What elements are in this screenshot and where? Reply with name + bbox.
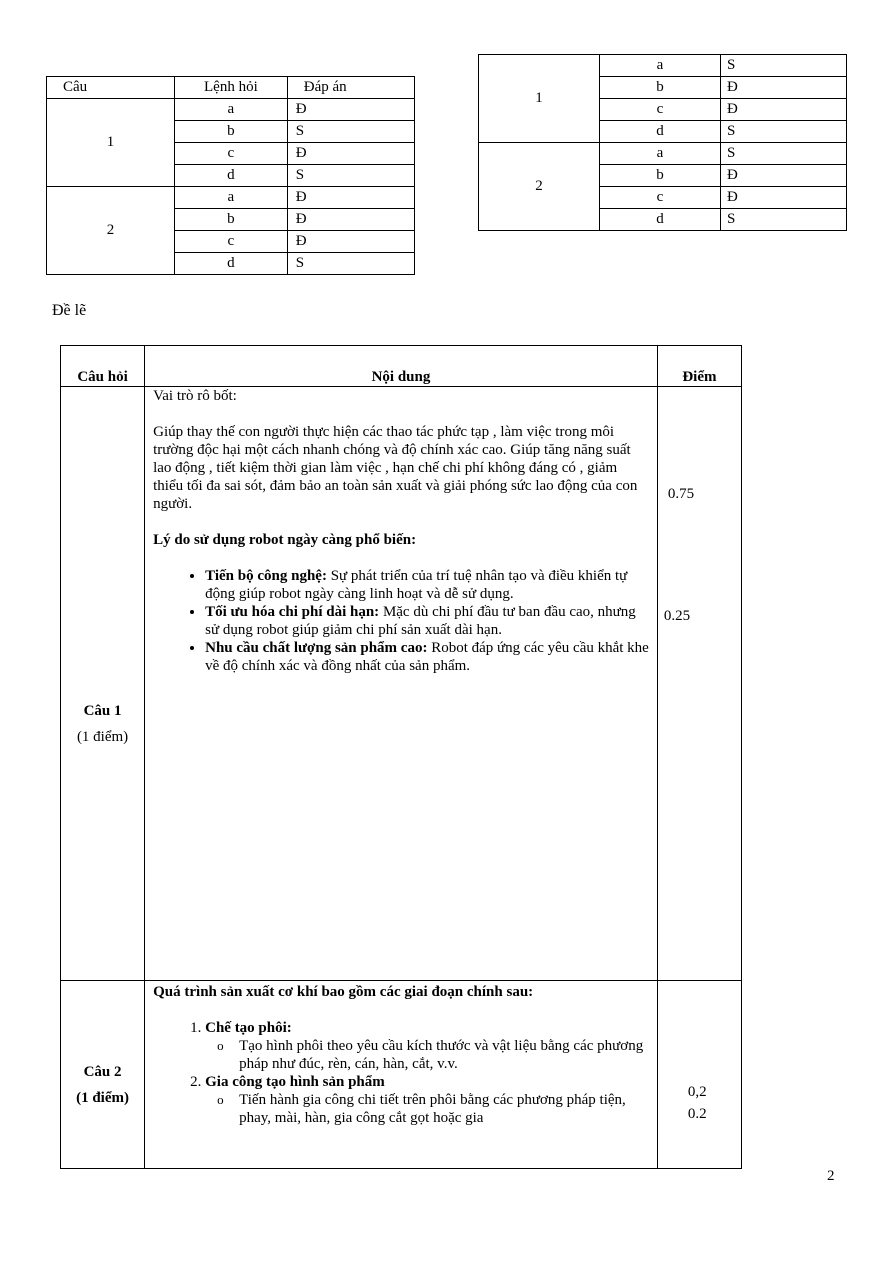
answer-value: Đ bbox=[287, 99, 414, 121]
answer-value: S bbox=[720, 209, 846, 231]
answer-value: S bbox=[287, 121, 414, 143]
question-label: Câu 1 bbox=[83, 702, 122, 719]
answer-key-table-2 bbox=[478, 54, 847, 231]
header-diem: Điểm bbox=[657, 346, 741, 387]
step-detail: Tạo hình phôi theo yêu cầu kích thước và vật liệu bằng các phương pháp như đúc, rèn, cán, hàn, cắt, v.v. bbox=[239, 1038, 644, 1072]
answer-key-table-1 bbox=[46, 76, 415, 275]
sub-question: a bbox=[175, 99, 288, 121]
score-cell bbox=[657, 387, 741, 981]
score-value: 0.2 bbox=[687, 1106, 707, 1122]
answer-value: Đ bbox=[287, 143, 414, 165]
sub-question: d bbox=[599, 121, 720, 143]
essay-answer-table bbox=[60, 345, 742, 1169]
process-steps bbox=[153, 1019, 649, 1127]
circle-bullet-icon: o bbox=[217, 1038, 224, 1053]
sub-question: d bbox=[599, 209, 720, 231]
score-value: 0.25 bbox=[663, 608, 691, 624]
sub-question: a bbox=[175, 187, 288, 209]
answer-value: S bbox=[287, 253, 414, 275]
sub-question: c bbox=[599, 187, 720, 209]
sub-question: a bbox=[599, 55, 720, 77]
list-item bbox=[217, 1037, 649, 1073]
answer-value: Đ bbox=[720, 165, 846, 187]
list-item bbox=[205, 603, 649, 639]
bullet-text: Sự phát triển của trí tuệ nhân tạo và điều khiển tự động giúp robot ngày càng linh hoạt và dễ sử dụng. bbox=[205, 568, 628, 602]
table-row bbox=[47, 187, 415, 209]
question-number: 2 bbox=[47, 187, 175, 275]
header-cau-hoi: Câu hỏi bbox=[61, 346, 145, 387]
sub-question: d bbox=[175, 253, 288, 275]
page-number: 2 bbox=[827, 1168, 835, 1184]
header-dap-an: Đáp án bbox=[287, 77, 414, 99]
content-cell bbox=[145, 387, 658, 981]
table-header-row bbox=[61, 346, 742, 387]
sub-list bbox=[205, 1091, 649, 1127]
answer-value: Đ bbox=[720, 99, 846, 121]
score-cell bbox=[657, 981, 741, 1169]
table-row bbox=[479, 55, 847, 77]
list-item bbox=[217, 1091, 649, 1127]
table-row-q1 bbox=[61, 387, 742, 981]
list-item bbox=[205, 567, 649, 603]
bullet-title: Nhu cầu chất lượng sản phẩm cao: bbox=[205, 640, 428, 656]
answer-value: Đ bbox=[287, 209, 414, 231]
list-item bbox=[205, 1019, 649, 1073]
step-detail: Tiến hành gia công chi tiết trên phôi bằng các phương pháp tiện, phay, mài, hàn, gia công cắt gọt hoặc gia bbox=[239, 1092, 626, 1126]
list-item bbox=[205, 639, 649, 675]
reason-title: Lý do sử dụng robot ngày càng phổ biến: bbox=[153, 532, 417, 548]
sub-question: c bbox=[599, 99, 720, 121]
circle-bullet-icon: o bbox=[217, 1092, 224, 1107]
header-noi-dung: Nội dung bbox=[145, 346, 658, 387]
header-cau: Câu bbox=[47, 77, 175, 99]
sub-question: b bbox=[175, 121, 288, 143]
answer-value: S bbox=[720, 121, 846, 143]
answer-value: Đ bbox=[287, 231, 414, 253]
bullet-title: Tiến bộ công nghệ: bbox=[205, 568, 327, 584]
content-intro: Quá trình sản xuất cơ khí bao gồm các giai đoạn chính sau: bbox=[153, 984, 534, 1000]
answer-value: S bbox=[287, 165, 414, 187]
reason-list bbox=[153, 567, 649, 675]
score-value: 0.75 bbox=[667, 486, 695, 502]
sub-question: b bbox=[599, 77, 720, 99]
sub-list bbox=[205, 1037, 649, 1073]
question-cell bbox=[61, 387, 145, 981]
sub-question: b bbox=[599, 165, 720, 187]
answer-value: S bbox=[720, 55, 846, 77]
content-intro: Vai trò rô bốt: bbox=[153, 388, 237, 404]
bullet-title: Tối ưu hóa chi phí dài hạn: bbox=[205, 604, 380, 620]
bullet-text: Robot đáp ứng các yêu cầu khắt khe về độ chính xác và đồng nhất của sản phẩm. bbox=[205, 640, 649, 674]
table-row bbox=[47, 99, 415, 121]
table-header-row bbox=[47, 77, 415, 99]
score-value: 0,2 bbox=[687, 1084, 707, 1100]
question-points: (1 điểm) bbox=[76, 728, 129, 745]
question-label: Câu 2 bbox=[83, 1063, 122, 1080]
question-points: (1 điểm) bbox=[76, 1089, 129, 1106]
answer-value: S bbox=[720, 143, 846, 165]
sub-question: c bbox=[175, 231, 288, 253]
answer-value: Đ bbox=[720, 187, 846, 209]
question-number: 2 bbox=[479, 143, 600, 231]
table-row-q2 bbox=[61, 981, 742, 1169]
list-item bbox=[205, 1073, 649, 1127]
sub-question: c bbox=[175, 143, 288, 165]
sub-question: b bbox=[175, 209, 288, 231]
answer-value: Đ bbox=[287, 187, 414, 209]
content-cell bbox=[145, 981, 658, 1169]
table-row bbox=[479, 143, 847, 165]
bullet-text: Mặc dù chi phí đầu tư ban đầu cao, nhưng sử dụng robot giúp giảm chi phí sản xuất dài hạn. bbox=[205, 604, 636, 638]
sub-question: d bbox=[175, 165, 288, 187]
answer-value: Đ bbox=[720, 77, 846, 99]
content-paragraph: Giúp thay thế con người thực hiện các thao tác phức tạp , làm việc trong môi trường độc hại một cách nhanh chóng và độ chính xác cao. Giúp tăng năng suất lao động , tiết kiệm thời gian làm việc , hạn chế chi phí không đáng có , giảm thiểu tối đa sai sót, đảm bảo an toàn sản xuất và giải phóng sức lao động của con người. bbox=[153, 424, 638, 512]
question-cell bbox=[61, 981, 145, 1169]
header-lenh-hoi: Lệnh hỏi bbox=[175, 77, 288, 99]
question-number: 1 bbox=[479, 55, 600, 143]
step-title: Gia công tạo hình sản phẩm bbox=[205, 1074, 385, 1090]
question-number: 1 bbox=[47, 99, 175, 187]
section-label: Đề lẽ bbox=[52, 302, 87, 319]
step-title: Chế tạo phôi: bbox=[205, 1020, 292, 1036]
sub-question: a bbox=[599, 143, 720, 165]
